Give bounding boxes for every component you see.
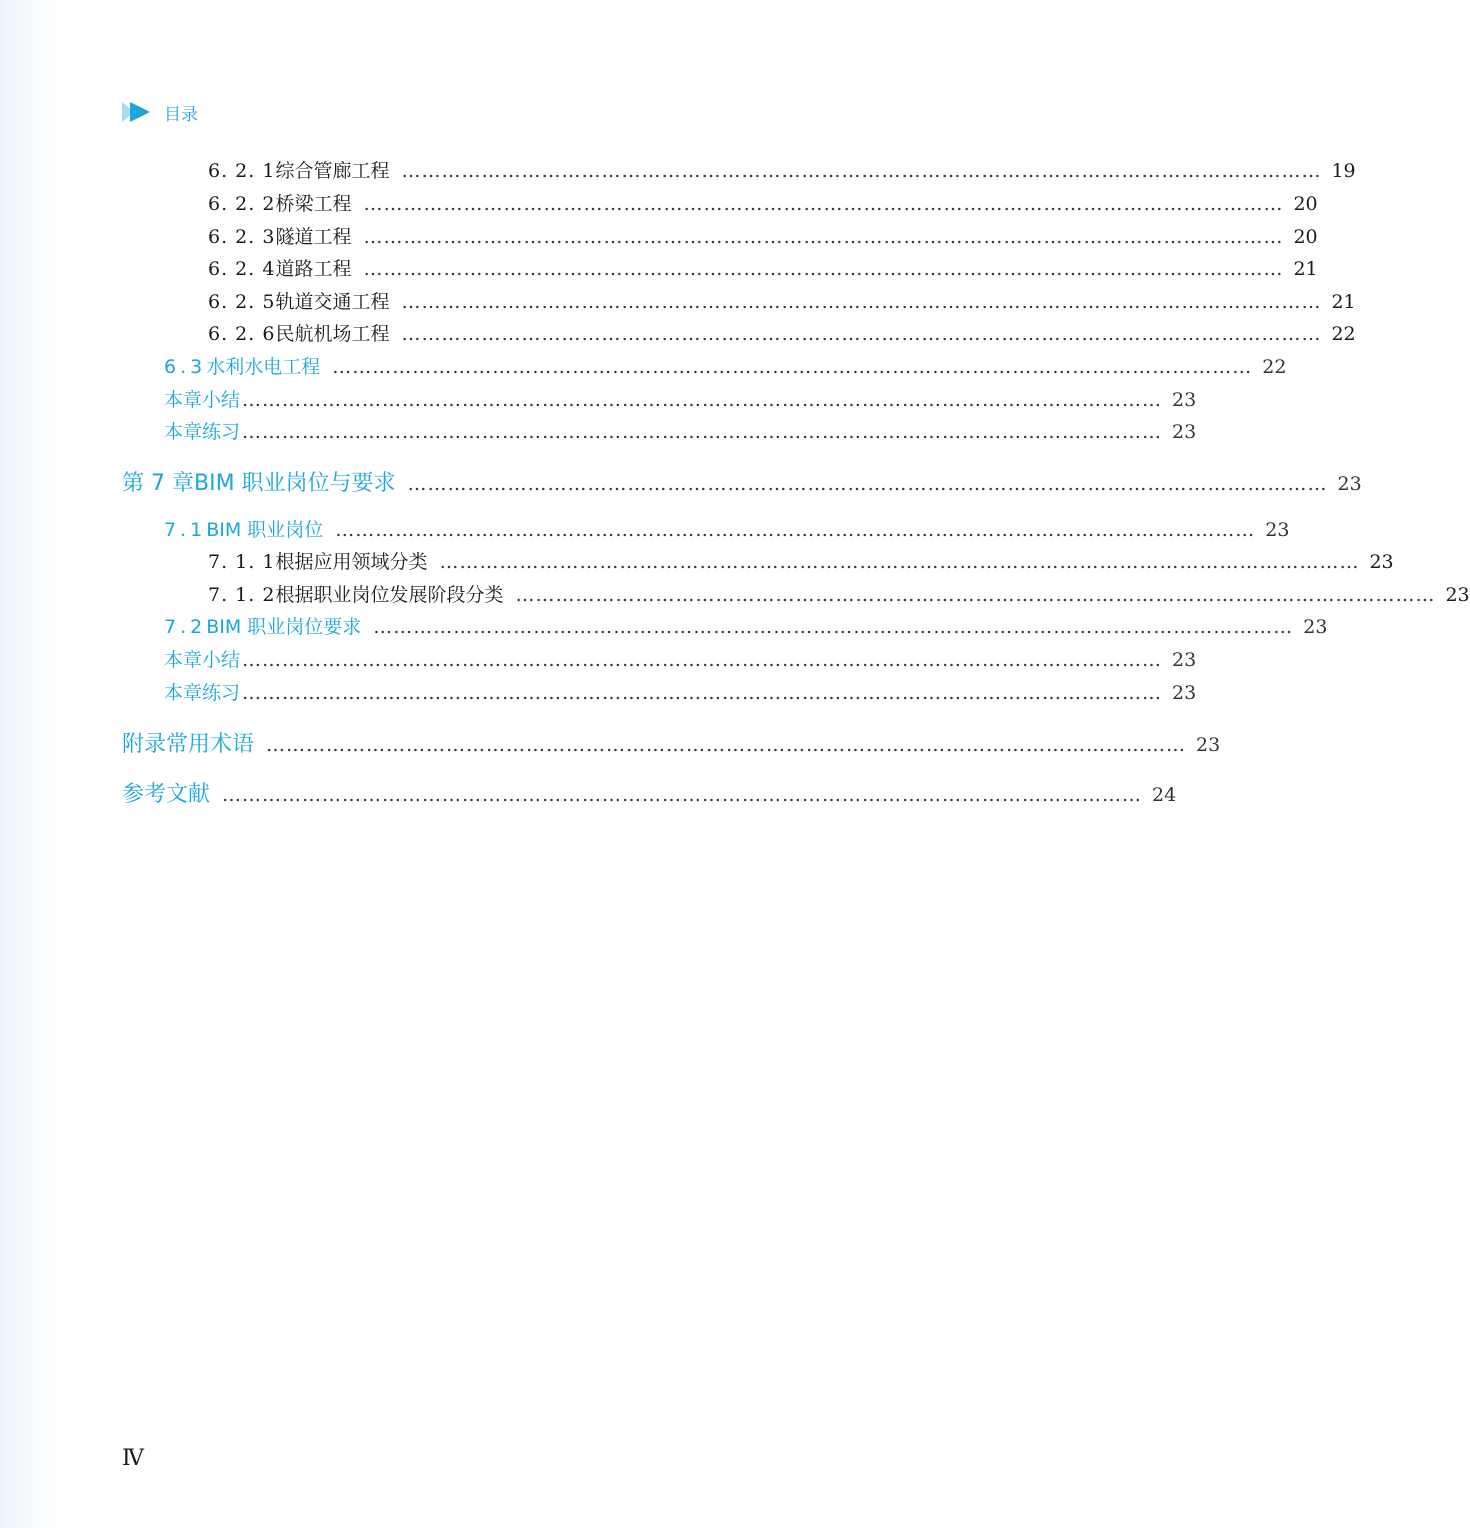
toc-leader-dots: ………………………………………………………………………………………………………………………… [242,682,1163,704]
toc-leader-dots: ………………………………………………………………………………………………………………………… [401,291,1322,313]
toc-entry[interactable] [0,189,1318,216]
toc-entry-title: 综合管廊工程 [275,160,390,182]
toc-entry-number: 附录 [122,732,167,757]
toc-entry-title: 常用术语 [166,732,255,757]
toc-entry-number: 6. 2. 3 [208,226,276,248]
toc-entry-title: 水利水电工程 [206,356,321,378]
toc-references-entry[interactable] [0,777,1177,808]
toc-entry-number: 6. 2. 1 [208,160,276,182]
toc-leader-dots: ………………………………………………………………………………………………………………………… [222,784,1143,806]
toc-entry[interactable] [0,417,1197,444]
toc-leader-dots: ………………………………………………………………………………………………………………………… [401,160,1322,182]
toc-entry-title: 本章小结 [164,389,241,411]
toc-entry-number: 6.3 [164,356,207,378]
toc-entry-title: 轨道交通工程 [275,291,390,313]
toc-entry[interactable] [0,580,1470,607]
toc-entry[interactable] [0,645,1197,672]
toc-entry-title: 桥梁工程 [275,193,352,215]
toc-entry-title: 本章练习 [164,682,241,704]
toc-entry-title: BIM 职业岗位 [206,519,324,541]
toc-leader-dots: ………………………………………………………………………………………………………………………… [439,551,1360,573]
toc-entry-page: 21 [1293,258,1318,280]
toc-entry[interactable] [0,222,1318,249]
toc-leader-dots: ………………………………………………………………………………………………………………………… [515,584,1436,606]
toc-entry-page: 19 [1331,160,1356,182]
header-title: 目录 [164,104,198,125]
toc-entry-number: 6. 2. 6 [208,323,276,345]
toc-entry-page: 23 [1445,584,1470,606]
toc-entry[interactable] [0,515,1290,542]
toc-entry[interactable] [0,352,1287,379]
toc-entry-title: 民航机场工程 [275,323,390,345]
toc-leader-dots: ………………………………………………………………………………………………………………………… [373,616,1294,638]
toc-entry[interactable] [0,287,1356,314]
toc-entry-title: 参考文献 [122,782,211,807]
toc-leader-dots: ………………………………………………………………………………………………………………………… [266,734,1187,756]
toc-entry-page: 23 [1172,682,1197,704]
toc-entry[interactable] [0,612,1328,639]
toc-chapter-entry[interactable] [0,466,1362,497]
toc-entry[interactable] [0,254,1318,281]
toc-entry-number: 7. 1. 2 [208,584,276,606]
toc-entry-page: 23 [1172,389,1197,411]
toc-appendix-entry[interactable] [0,727,1221,758]
toc-leader-dots: ………………………………………………………………………………………………………………………… [242,421,1163,443]
toc-entry-page: 23 [1303,616,1328,638]
toc-leader-dots: ………………………………………………………………………………………………………………………… [242,389,1163,411]
toc-leader-dots: ………………………………………………………………………………………………………………………… [401,323,1322,345]
toc-leader-dots: ………………………………………………………………………………………………………………………… [363,258,1284,280]
toc-entry[interactable] [0,547,1394,574]
toc-entry[interactable] [0,156,1356,183]
toc-entry-title: 根据应用领域分类 [275,551,428,573]
toc-entry-number: 第 7 章 [122,471,194,496]
toc-entry-title: BIM 职业岗位要求 [206,616,362,638]
toc-leader-dots: ………………………………………………………………………………………………………………………… [363,226,1284,248]
toc-leader-dots: ………………………………………………………………………………………………………………………… [242,649,1163,671]
page-number: Ⅳ [122,1446,144,1471]
toc-entry-page: 24 [1152,784,1177,806]
toc-entry-number: 6. 2. 4 [208,258,276,280]
toc-entry-title: BIM 职业岗位与要求 [193,471,396,496]
toc-entry-page: 22 [1331,323,1356,345]
toc-entry-page: 20 [1293,193,1318,215]
toc-entry[interactable] [0,319,1356,346]
toc-entry-title: 根据职业岗位发展阶段分类 [275,584,504,606]
toc-entry-page: 23 [1337,473,1362,495]
toc-entry-page: 23 [1369,551,1394,573]
toc-leader-dots: ………………………………………………………………………………………………………………………… [332,356,1253,378]
toc-entry[interactable] [0,385,1197,412]
toc-entry-page: 21 [1331,291,1356,313]
toc-entry-number: 6. 2. 2 [208,193,276,215]
toc-entry-page: 23 [1172,421,1197,443]
toc-entry-number: 7.2 [164,616,207,638]
toc-entry-title: 本章小结 [164,649,241,671]
toc-entry-page: 20 [1293,226,1318,248]
toc-entry-page: 23 [1265,519,1290,541]
toc-entry-title: 隧道工程 [275,226,352,248]
toc-entry-number: 7.1 [164,519,207,541]
toc-leader-dots: ………………………………………………………………………………………………………………………… [335,519,1256,541]
toc-entry-title: 道路工程 [275,258,352,280]
toc-entry-page: 23 [1172,649,1197,671]
toc-entry-title: 本章练习 [164,421,241,443]
toc-entry[interactable] [0,678,1197,705]
toc-leader-dots: ………………………………………………………………………………………………………………………… [363,193,1284,215]
toc-entry-page: 23 [1196,734,1221,756]
toc-entry-number: 7. 1. 1 [208,551,276,573]
toc-entry-page: 22 [1262,356,1287,378]
toc-entry-number: 6. 2. 5 [208,291,276,313]
toc-leader-dots: ………………………………………………………………………………………………………………………… [407,473,1328,495]
